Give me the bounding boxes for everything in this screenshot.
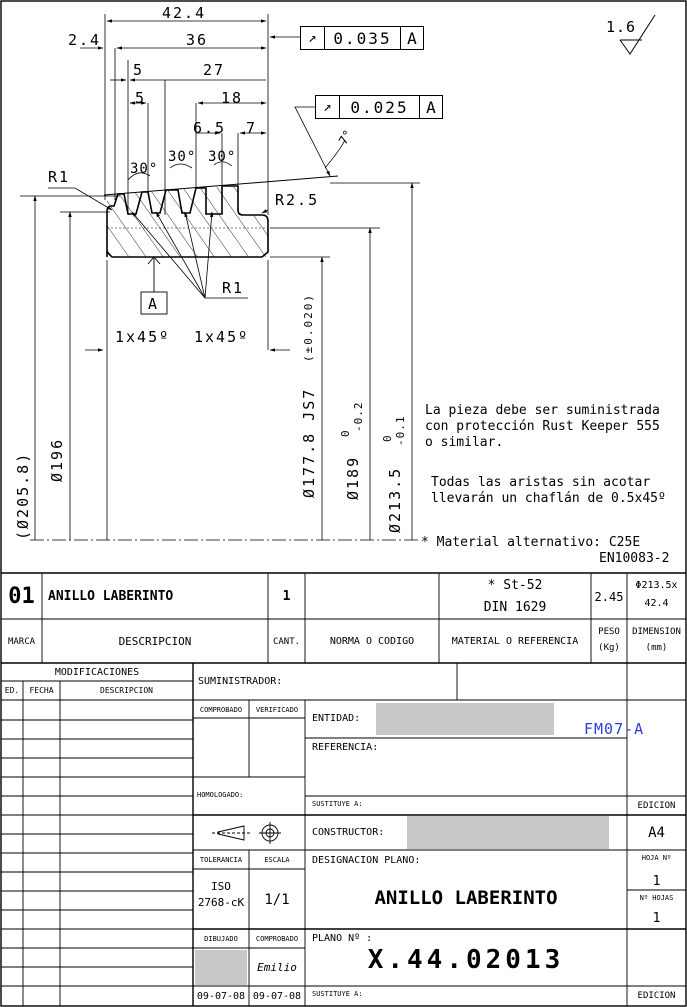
tolerance-213-upper: 0 bbox=[381, 435, 394, 442]
modifications-title: MODIFICACIONES bbox=[54, 667, 140, 678]
suministrador-label: SUMINISTRADOR: bbox=[198, 676, 283, 687]
part-dimension-2: 42.4 bbox=[644, 597, 669, 609]
designacion-label: DESIGNACION PLANO: bbox=[312, 855, 421, 866]
referencia-label: REFERENCIA: bbox=[312, 742, 379, 753]
runout-icon: ↗ bbox=[301, 27, 325, 49]
part-mark: 01 bbox=[8, 584, 35, 609]
runout-value-1: 0.035 bbox=[325, 27, 401, 49]
note-material-2: EN10083-2 bbox=[599, 551, 670, 566]
header-dimension-2: (mm) bbox=[645, 643, 668, 653]
note-supply-1: La pieza debe ser suministrada bbox=[425, 403, 660, 418]
hoja-label: HOJA Nº bbox=[641, 854, 672, 862]
hojas-value: 1 bbox=[652, 910, 661, 926]
part-norm bbox=[305, 574, 439, 619]
checker-name: Emilio bbox=[257, 960, 297, 974]
chamfer-dimensions bbox=[85, 260, 290, 540]
tolerancia-label: TOLERANCIA bbox=[199, 856, 243, 864]
angle-30-c: 30° bbox=[208, 149, 237, 165]
chamfer-left: 1x45º bbox=[115, 328, 171, 346]
dim-42-4: 42.4 bbox=[162, 4, 207, 22]
diameter-189: Ø189 bbox=[344, 455, 362, 500]
header-material: MATERIAL O REFERENCIA bbox=[451, 636, 579, 647]
dibujado-label: DIBUJADO bbox=[204, 935, 238, 943]
chamfer-right: 1x45º bbox=[194, 328, 250, 346]
header-mark: MARCA bbox=[7, 636, 36, 647]
header-norm: NORMA O CODIGO bbox=[329, 636, 415, 647]
datum-a-label: A bbox=[148, 295, 158, 313]
date-checked: 09-07-08 bbox=[252, 990, 302, 1002]
dim-27: 27 bbox=[203, 61, 226, 79]
dim-7: 7 bbox=[246, 119, 256, 137]
tolerance-177-8: (±0.020) bbox=[302, 293, 315, 362]
part-dimension-1: Φ213.5x bbox=[635, 579, 678, 591]
comprobado-label-2: COMPROBADO bbox=[255, 935, 299, 943]
plano-label: PLANO Nº : bbox=[312, 933, 373, 944]
plan-number: X.44.02013 bbox=[367, 945, 565, 975]
mod-col-ed: ED. bbox=[4, 686, 20, 695]
projection-symbol-icon bbox=[212, 822, 281, 844]
runout-value-2: 0.025 bbox=[340, 96, 420, 118]
designation-value: ANILLO LABERINTO bbox=[374, 886, 558, 909]
hojas-label: Nº HOJAS bbox=[639, 894, 674, 902]
note-edges-2: llevarán un chaflán de 0.5x45º bbox=[431, 491, 666, 506]
note-supply-3: o similar. bbox=[425, 435, 504, 450]
radius-r2-5: R2.5 bbox=[275, 191, 320, 209]
runout-icon: ↗ bbox=[316, 96, 340, 118]
note-edges-1: Todas las aristas sin acotar bbox=[431, 475, 651, 490]
note-supply-2: con protección Rust Keeper 555 bbox=[425, 419, 660, 434]
runout-datum-1: A bbox=[407, 28, 417, 48]
escala-label: ESCALA bbox=[264, 856, 290, 864]
header-description: DESCRIPCION bbox=[118, 635, 192, 648]
mod-col-fecha: FECHA bbox=[29, 686, 54, 695]
tolerance-class: 2768-cK bbox=[197, 895, 245, 909]
part-qty: 1 bbox=[282, 589, 291, 604]
tolerance-189-upper: 0 bbox=[339, 430, 352, 437]
sustituye-label-1: SUSTITUYE A: bbox=[312, 800, 363, 808]
radius-r1-left: R1 bbox=[48, 168, 71, 186]
comprobado-label: COMPROBADO bbox=[199, 705, 243, 714]
radius-r1-bottom: R1 bbox=[222, 279, 245, 297]
dim-36: 36 bbox=[186, 31, 209, 49]
ring-section bbox=[104, 176, 338, 260]
hoja-value: 1 bbox=[652, 873, 661, 889]
edicion-label-1: EDICION bbox=[637, 800, 676, 811]
runout-datum-2: A bbox=[426, 97, 436, 117]
diameter-205-8: (Ø205.8) bbox=[14, 451, 32, 540]
diameter-177-8: Ø177.8 JS7 bbox=[300, 387, 318, 498]
header-qty: CANT. bbox=[272, 636, 301, 647]
constructor-redacted bbox=[407, 816, 609, 849]
part-material-2: DIN 1629 bbox=[483, 599, 547, 615]
angle-30-a: 30° bbox=[130, 161, 159, 177]
homologado-label: HOMOLOGADO: bbox=[197, 791, 244, 799]
tolerance-iso: ISO bbox=[211, 879, 231, 893]
part-material-1: * St-52 bbox=[487, 577, 543, 593]
dim-5-a: 5 bbox=[133, 61, 143, 79]
header-weight-1: PESO bbox=[598, 627, 620, 637]
part-weight: 2.45 bbox=[594, 589, 624, 604]
verificado-label: VERIFICADO bbox=[255, 705, 299, 714]
note-material-1: * Material alternativo: C25E bbox=[421, 535, 641, 550]
tolerance-213-lower: -0.1 bbox=[394, 415, 407, 446]
dim-2-4: 2.4 bbox=[68, 31, 102, 49]
constructor-label: CONSTRUCTOR: bbox=[312, 827, 385, 838]
header-weight-2: (Kg) bbox=[598, 643, 620, 653]
diameter-196: Ø196 bbox=[48, 437, 66, 482]
dim-6-5: 6.5 bbox=[193, 119, 227, 137]
dim-18: 18 bbox=[221, 89, 244, 107]
edicion-label-2: EDICION bbox=[637, 991, 676, 1001]
roughness-value: 1.6 bbox=[606, 18, 637, 36]
entidad-redacted bbox=[376, 703, 554, 735]
diameter-213-5: Ø213.5 bbox=[386, 466, 404, 533]
sustituye-label-2: SUSTITUYE A: bbox=[312, 990, 363, 998]
runout-frame-1 bbox=[300, 26, 424, 50]
mod-col-descripcion: DESCRIPCION bbox=[100, 686, 153, 695]
entidad-label: ENTIDAD: bbox=[312, 713, 361, 724]
header-dimension-1: DIMENSION bbox=[632, 627, 681, 637]
date-drawn: 09-07-08 bbox=[196, 990, 246, 1002]
drafter-redacted bbox=[195, 950, 247, 985]
scale-value: 1/1 bbox=[264, 891, 290, 908]
runout-frame-2 bbox=[315, 95, 443, 119]
angle-30-b: 30° bbox=[168, 149, 197, 165]
tolerance-189-lower: -0.2 bbox=[352, 401, 365, 432]
part-description: ANILLO LABERINTO bbox=[48, 589, 174, 604]
angle-7: 7° bbox=[336, 127, 356, 147]
sheet-size: A4 bbox=[648, 824, 665, 841]
dim-5-b: 5 bbox=[135, 89, 145, 107]
form-code: FM07-A bbox=[584, 720, 645, 738]
